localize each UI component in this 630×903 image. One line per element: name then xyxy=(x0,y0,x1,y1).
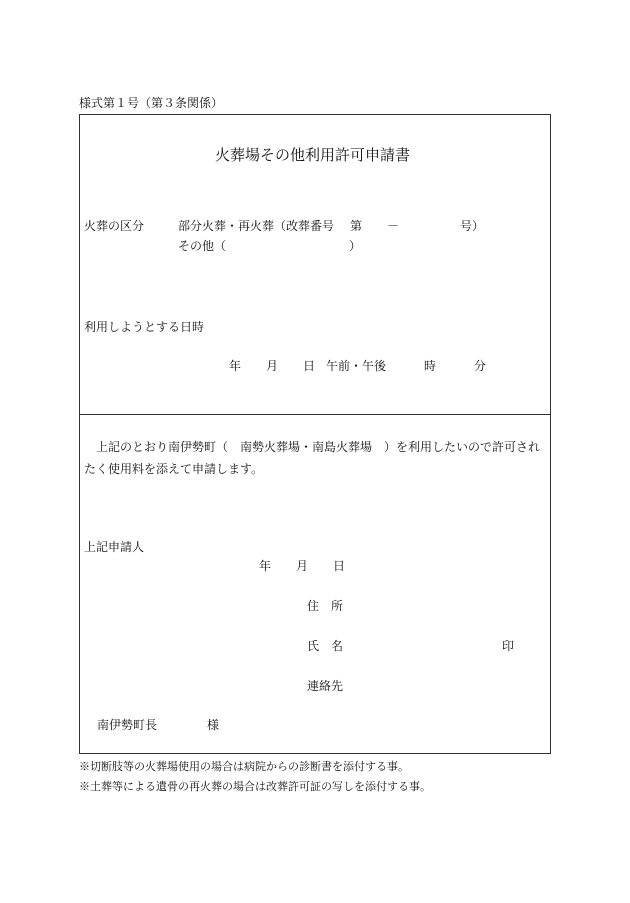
name-label: 氏 名 xyxy=(307,639,344,653)
contact-label: 連絡先 xyxy=(307,679,344,693)
form-title: 火葬場その他利用許可申請書 xyxy=(215,146,411,164)
usage-ampm-label: 午前・午後 xyxy=(326,359,387,373)
addressee-sama: 様 xyxy=(207,718,220,732)
form-frame xyxy=(79,114,551,754)
application-statement xyxy=(84,436,550,480)
applicant-year-label: 年 xyxy=(259,559,272,573)
note-1: ※切断肢等の火葬場使用の場合は病院からの診断書を添付する事。 xyxy=(79,760,409,773)
cremation-option-partial: 部分火葬・再火葬（改葬番号 xyxy=(178,219,335,233)
section-divider xyxy=(79,414,551,415)
dai-label: 第 xyxy=(350,219,363,233)
applicant-label: 上記申請人 xyxy=(84,540,145,554)
usage-day-label: 日 xyxy=(303,359,316,373)
address-label: 住 所 xyxy=(307,599,344,613)
usage-hour-label: 時 xyxy=(424,359,437,373)
cremation-type-label: 火葬の区分 xyxy=(84,219,145,233)
form-number: 様式第１号（第３条関係） xyxy=(79,96,224,110)
statement-text: 上記のとおり南伊勢町（ 南勢火葬場・南島火葬場 ）を利用したいので許可されたく使用料を添えて申請します。 xyxy=(84,440,541,476)
gou-label: 号） xyxy=(460,219,485,233)
other-close-paren: ） xyxy=(349,239,362,253)
applicant-month-label: 月 xyxy=(296,559,309,573)
applicant-day-label: 日 xyxy=(333,559,346,573)
seal-label: 印 xyxy=(502,639,515,653)
usage-minute-label: 分 xyxy=(474,359,487,373)
cremation-option-other: その他（ xyxy=(178,239,227,253)
addressee: 南伊勢町長 xyxy=(97,718,158,732)
usage-month-label: 月 xyxy=(266,359,279,373)
usage-year-label: 年 xyxy=(229,359,242,373)
dash-label: － xyxy=(387,219,400,233)
usage-datetime-label: 利用しようとする日時 xyxy=(84,320,205,334)
note-2: ※土葬等による遺骨の再火葬の場合は改葬許可証の写しを添付する事。 xyxy=(79,780,431,793)
